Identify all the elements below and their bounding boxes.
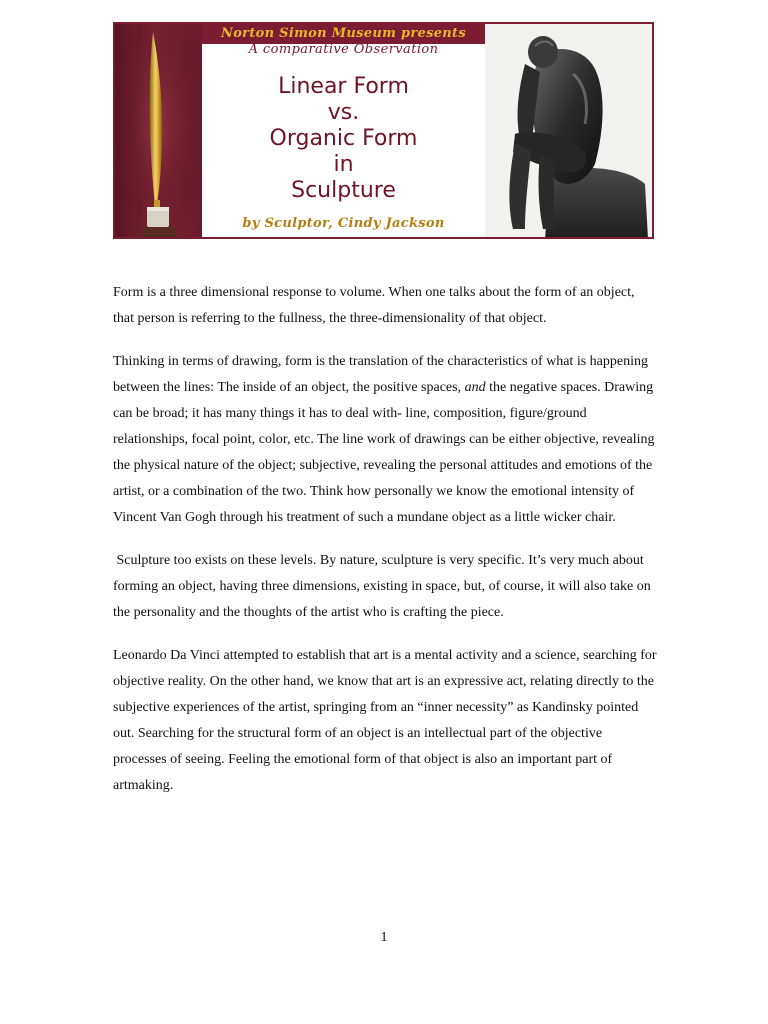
bird-in-space-image bbox=[115, 24, 202, 237]
banner-byline: by Sculptor, Cindy Jackson bbox=[242, 216, 445, 231]
banner-text-panel bbox=[202, 24, 485, 237]
banner-title-line: Sculpture bbox=[291, 178, 396, 203]
paragraph bbox=[113, 349, 658, 531]
paragraph bbox=[113, 280, 658, 332]
paragraph bbox=[113, 548, 658, 626]
bird-sculpture-illustration bbox=[115, 24, 202, 239]
banner-title-line: Linear Form bbox=[278, 74, 409, 99]
paragraph-text: the negative spaces. Drawing can be broad; it has many things it has to deal with- line, composition, figure/ground relationships, focal point, color, etc. The line work of drawings can be either objective, revealing the physical nature of the object; subjective, revealing the personal attitudes and emotions of the artist, or a combination of the two. Think how personally we know the emotional intensity of Vincent Van Gogh through his treatment of such a mundane object as a little wicker chair. bbox=[113, 380, 655, 525]
article-body bbox=[113, 280, 658, 816]
banner-subtitle: A comparative Observation bbox=[248, 42, 439, 57]
emphasis-text: and bbox=[464, 380, 486, 395]
page-number: 1 bbox=[380, 930, 388, 945]
banner-title bbox=[202, 74, 485, 204]
paragraph-text: Leonardo Da Vinci attempted to establish that art is a mental activity and a science, searching for objective reality. On the other hand, we know that art is an expressive act, relating directly to the subjective experiences of the artist, springing from an “inner necessity” as Kandinsky pointed out. Searching for the structural form of an object is an intellectual part of the objective processes of seeing. Feeling the emotional form of that object is also an important part of artmaking. bbox=[113, 648, 657, 793]
paragraph-text: Form is a three dimensional response to volume. When one talks about the form of an object, that person is referring to the fullness, the three-dimensionality of that object. bbox=[113, 285, 635, 326]
title-banner bbox=[113, 22, 654, 239]
banner-title-line: Organic Form bbox=[269, 126, 418, 151]
paragraph-text: Thinking in terms of drawing, form is the translation of the characteristics of what is happening between the lines: The inside of an object, the positive spaces, bbox=[113, 354, 648, 395]
banner-museum-line: Norton Simon Museum presents bbox=[221, 26, 466, 41]
thinker-sculpture-image bbox=[485, 24, 652, 237]
paragraph bbox=[113, 643, 658, 799]
paragraph-text: Sculpture too exists on these levels. By nature, sculpture is very specific. It’s very much about forming an object, having three dimensions, existing in space, but, of course, it will also take on the personality and the thoughts of the artist who is crafting the piece. bbox=[113, 553, 655, 620]
banner-title-line: vs. bbox=[327, 100, 360, 125]
thinker-sculpture-illustration bbox=[485, 24, 652, 239]
banner-title-line: in bbox=[333, 152, 354, 177]
